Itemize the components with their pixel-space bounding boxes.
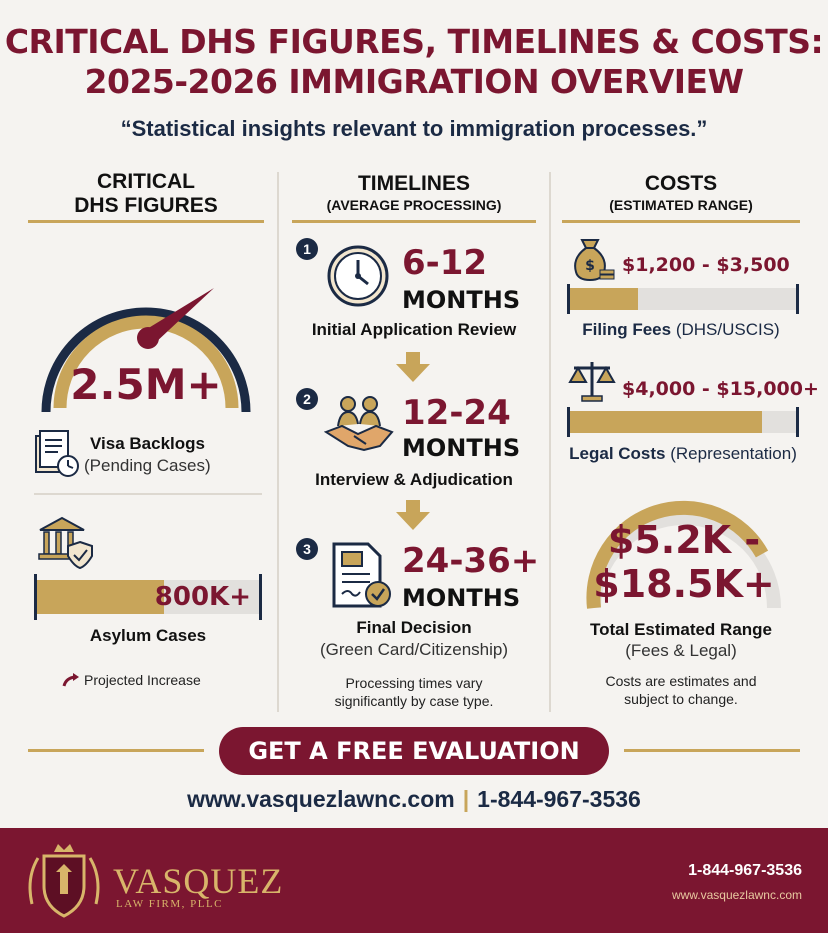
timelines-heading-line-1: TIMELINES	[357, 172, 470, 195]
column-divider	[277, 172, 279, 712]
figures-heading-line-1: CRITICAL	[97, 170, 195, 193]
contact-line	[0, 786, 828, 813]
handshake-icon	[324, 392, 394, 459]
legal-bar	[567, 407, 799, 437]
total-range-line-1: $5.2K -	[607, 518, 761, 562]
legal-bar-remainder	[762, 411, 796, 433]
crest-logo-icon	[22, 842, 106, 927]
costs-note	[562, 672, 800, 708]
step-2-label: Interview & Adjudication	[315, 470, 513, 489]
asylum-label: Asylum Cases	[89, 626, 207, 645]
filing-caption	[562, 320, 800, 340]
document-clock-icon	[34, 428, 80, 483]
backlog-label: Visa Backlogs	[90, 434, 205, 453]
trend-label: Projected Increase	[84, 672, 201, 688]
total-range-line-2: $18.5K+	[593, 562, 775, 606]
money-bag-icon	[570, 236, 616, 287]
step-3-range: 24-36+	[402, 541, 540, 581]
cta-rule-right	[624, 749, 800, 752]
step-3-unit: MONTHS	[402, 584, 521, 612]
total-sublabel: (Fees & Legal)	[625, 641, 737, 660]
figures-heading	[28, 170, 264, 218]
filing-bar-fill	[570, 288, 638, 310]
filing-bar	[567, 284, 799, 314]
timelines-note-line-2: significantly by case type.	[334, 693, 494, 709]
step-3-label: Final Decision	[356, 618, 472, 637]
costs-heading-line-2: (ESTIMATED RANGE)	[609, 197, 753, 213]
legal-caption	[552, 444, 814, 464]
timelines-heading-line-2: (AVERAGE PROCESSING)	[326, 197, 502, 213]
gauge-hub	[137, 327, 159, 349]
backlog-sublabel: (Pending Cases)	[84, 456, 211, 475]
column-divider	[549, 172, 551, 712]
title-line-1: CRITICAL DHS FIGURES, TIMELINES & COSTS:	[4, 22, 824, 61]
filing-amount: $1,200 - $3,500	[622, 254, 790, 276]
trend-arrow-icon	[62, 672, 80, 693]
timelines-note	[284, 674, 544, 710]
contact-separator: |	[462, 786, 470, 812]
page-title	[0, 22, 828, 102]
certificate-icon	[328, 540, 394, 615]
page-subtitle: “Statistical insights relevant to immigration processes.”	[120, 116, 708, 141]
footer-website[interactable]: www.vasquezlawnc.com	[671, 888, 802, 902]
figures-heading-line-2: DHS FIGURES	[74, 194, 218, 217]
step-2-unit: MONTHS	[402, 434, 521, 462]
filing-label: Filing Fees	[582, 320, 672, 339]
asylum-bar-fill	[37, 580, 164, 614]
asylum-value: 800K+	[154, 582, 251, 612]
step-1-unit: MONTHS	[402, 286, 521, 314]
clock-icon	[326, 244, 390, 313]
total-range	[572, 518, 796, 606]
timelines-heading	[292, 172, 536, 214]
asylum-bar	[34, 574, 262, 620]
svg-text:$: $	[585, 258, 595, 274]
timelines-heading-rule	[292, 220, 536, 223]
costs-heading-rule	[562, 220, 800, 223]
step-1-range: 6-12	[402, 243, 488, 283]
courthouse-shield-icon	[36, 514, 96, 575]
step-2-badge: 2	[296, 388, 318, 410]
legal-sublabel: (Representation)	[670, 444, 797, 463]
filing-bar-remainder	[638, 288, 796, 310]
cta-rule-left	[28, 749, 204, 752]
scales-icon	[568, 358, 616, 407]
legal-amount: $4,000 - $15,000+	[622, 378, 819, 400]
website-link[interactable]: www.vasquezlawnc.com	[187, 786, 455, 812]
filing-sublabel: (DHS/USCIS)	[675, 320, 780, 339]
backlog-value: 2.5M+	[70, 360, 222, 409]
figures-heading-rule	[28, 220, 264, 223]
step-3-badge: 3	[296, 538, 318, 560]
phone-link[interactable]: 1-844-967-3536	[477, 786, 641, 812]
figures-divider	[34, 493, 262, 495]
costs-heading	[562, 172, 800, 214]
brand-name: VASQUEZ	[113, 861, 284, 901]
costs-note-line-1: Costs are estimates and	[605, 673, 757, 689]
step-3-sublabel: (Green Card/Citizenship)	[319, 640, 508, 659]
free-evaluation-button[interactable]: GET A FREE EVALUATION	[219, 727, 609, 775]
costs-heading-line-1: COSTS	[644, 172, 718, 195]
step-1-label: Initial Application Review	[311, 320, 517, 339]
footer-phone[interactable]: 1-844-967-3536	[688, 862, 802, 879]
legal-bar-fill	[570, 411, 762, 433]
brand-subtitle: LAW FIRM, PLLC	[116, 898, 224, 910]
step-2-range: 12-24	[402, 393, 511, 433]
step-1-badge: 1	[296, 238, 318, 260]
legal-label: Legal Costs	[569, 444, 666, 463]
timelines-note-line-1: Processing times vary	[345, 675, 483, 691]
costs-note-line-2: subject to change.	[624, 691, 738, 707]
title-line-2: 2025-2026 IMMIGRATION OVERVIEW	[84, 62, 744, 101]
total-label: Total Estimated Range	[590, 620, 772, 639]
